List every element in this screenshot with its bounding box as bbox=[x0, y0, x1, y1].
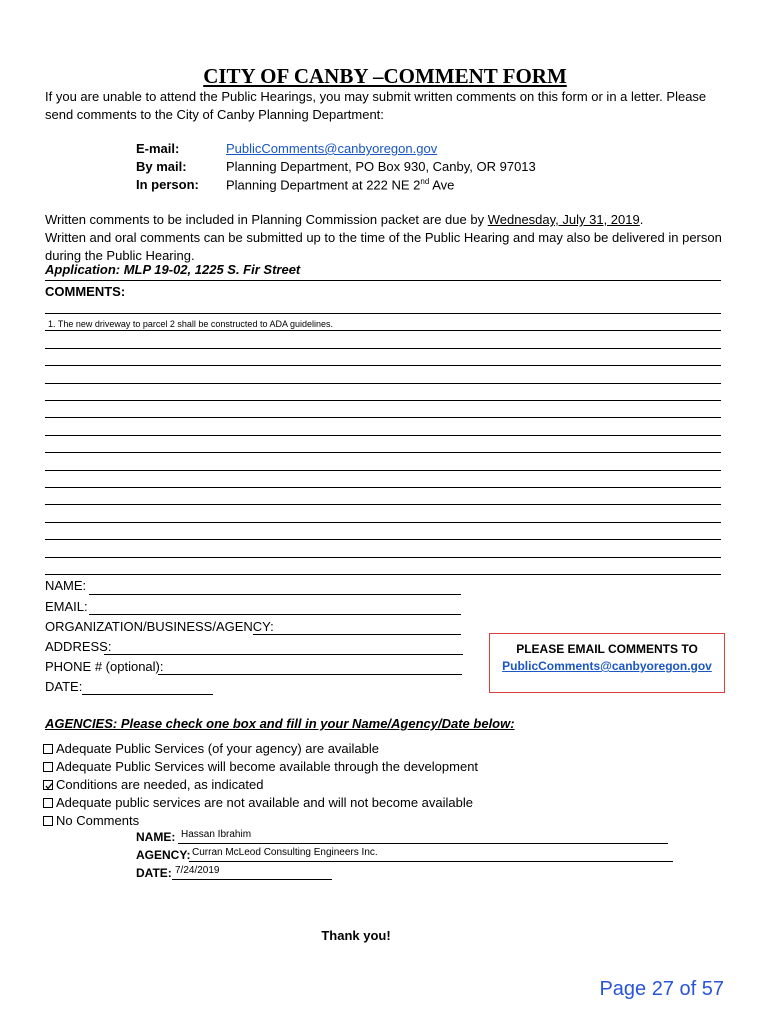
signature-date-line bbox=[172, 879, 332, 880]
mail-contact-label: By mail: bbox=[136, 159, 187, 174]
option-services-available[interactable]: Adequate Public Services (of your agency) are available bbox=[43, 741, 379, 756]
signature-agency-value[interactable]: Curran McLeod Consulting Engineers Inc. bbox=[192, 847, 378, 858]
comment-line[interactable] bbox=[45, 313, 721, 314]
agencies-heading: AGENCIES: Please check one box and fill in your Name/Agency/Date below: bbox=[45, 716, 515, 731]
checkbox[interactable] bbox=[43, 744, 53, 754]
email-notice-link[interactable]: PublicComments@canbyoregon.gov bbox=[502, 659, 712, 673]
option-services-will-become-available[interactable]: Adequate Public Services will become available through the development bbox=[43, 759, 478, 774]
form-title: CITY OF CANBY –COMMENT FORM bbox=[203, 64, 567, 88]
signature-date-label: DATE: bbox=[136, 866, 172, 880]
oral-comments-paragraph: Written and oral comments can be submitted up to the time of the Public Hearing and may also be delivered in person during the Public Hearing. bbox=[45, 230, 722, 263]
thank-you-text: Thank you! bbox=[321, 928, 391, 943]
page-number: Page 27 of 57 bbox=[599, 978, 724, 1000]
checkbox-checked[interactable] bbox=[43, 780, 53, 790]
comment-line[interactable] bbox=[45, 574, 721, 575]
checkmark-icon bbox=[44, 781, 54, 791]
signature-name-label: NAME: bbox=[136, 830, 176, 844]
inperson-contact-label: In person: bbox=[136, 177, 199, 192]
comment-line[interactable] bbox=[45, 522, 721, 523]
inperson-contact-value: Planning Department at 222 NE 2nd Ave bbox=[226, 177, 455, 193]
name-field-label: NAME: bbox=[45, 578, 87, 593]
email-notice-heading: PLEASE EMAIL COMMENTS TO bbox=[516, 642, 698, 656]
signature-agency-line bbox=[189, 861, 673, 862]
intro-paragraph: If you are unable to attend the Public Hearings, you may submit written comments on this form or in a letter. Please send comments to the City of Canby Planning Department: bbox=[45, 89, 707, 122]
address-field-label: ADDRESS: bbox=[45, 639, 112, 654]
name-field-line[interactable] bbox=[89, 594, 461, 595]
email-contact-link[interactable]: PublicComments@canbyoregon.gov bbox=[226, 141, 438, 156]
comment-line[interactable] bbox=[45, 487, 721, 488]
phone-field-label: PHONE # (optional): bbox=[45, 659, 164, 674]
option-services-not-available[interactable]: Adequate public services are not available and will not become available bbox=[43, 795, 473, 810]
email-field-line[interactable] bbox=[89, 614, 461, 615]
signature-agency-label: AGENCY: bbox=[136, 848, 191, 862]
comment-line[interactable] bbox=[45, 417, 721, 418]
comment-line[interactable] bbox=[45, 452, 721, 453]
email-field-label: EMAIL: bbox=[45, 599, 88, 614]
due-date: Wednesday, July 31, 2019 bbox=[487, 212, 640, 227]
email-notice-box bbox=[489, 633, 725, 693]
email-contact-label: E-mail: bbox=[136, 141, 180, 156]
comment-line[interactable] bbox=[45, 400, 721, 401]
comment-line[interactable] bbox=[45, 348, 721, 349]
comment-line[interactable] bbox=[45, 383, 721, 384]
comment-line[interactable] bbox=[45, 557, 721, 558]
org-field-label: ORGANIZATION/BUSINESS/AGENCY: bbox=[45, 619, 274, 634]
comment-line[interactable] bbox=[45, 435, 721, 436]
comment-line[interactable] bbox=[45, 539, 721, 540]
comment-line[interactable] bbox=[45, 330, 721, 331]
comments-label: COMMENTS: bbox=[45, 284, 126, 299]
date-field-label: DATE: bbox=[45, 679, 83, 694]
application-reference: Application: MLP 19-02, 1225 S. Fir Street bbox=[45, 262, 301, 277]
org-field-line[interactable] bbox=[253, 634, 461, 635]
signature-name-value[interactable]: Hassan Ibrahim bbox=[181, 829, 252, 840]
option-no-comments[interactable]: No Comments bbox=[43, 813, 139, 828]
comment-line[interactable] bbox=[45, 504, 721, 505]
divider bbox=[45, 280, 721, 281]
checkbox[interactable] bbox=[43, 762, 53, 772]
option-conditions-needed[interactable]: Conditions are needed, as indicated bbox=[43, 777, 263, 792]
due-date-paragraph: Written comments to be included in Planning Commission packet are due by Wednesday, July 31, 2019. bbox=[45, 212, 644, 227]
comment-line[interactable] bbox=[45, 470, 721, 471]
date-field-line[interactable] bbox=[82, 694, 213, 695]
signature-date-value[interactable]: 7/24/2019 bbox=[175, 865, 220, 876]
phone-field-line[interactable] bbox=[158, 674, 462, 675]
address-field-line[interactable] bbox=[104, 654, 463, 655]
mail-contact-value: Planning Department, PO Box 930, Canby, OR 97013 bbox=[226, 159, 536, 174]
checkbox[interactable] bbox=[43, 798, 53, 808]
checkbox[interactable] bbox=[43, 816, 53, 826]
signature-name-line bbox=[178, 843, 668, 844]
comment-line[interactable] bbox=[45, 365, 721, 366]
comment-1-text[interactable]: 1. The new driveway to parcel 2 shall be constructed to ADA guidelines. bbox=[48, 319, 333, 329]
